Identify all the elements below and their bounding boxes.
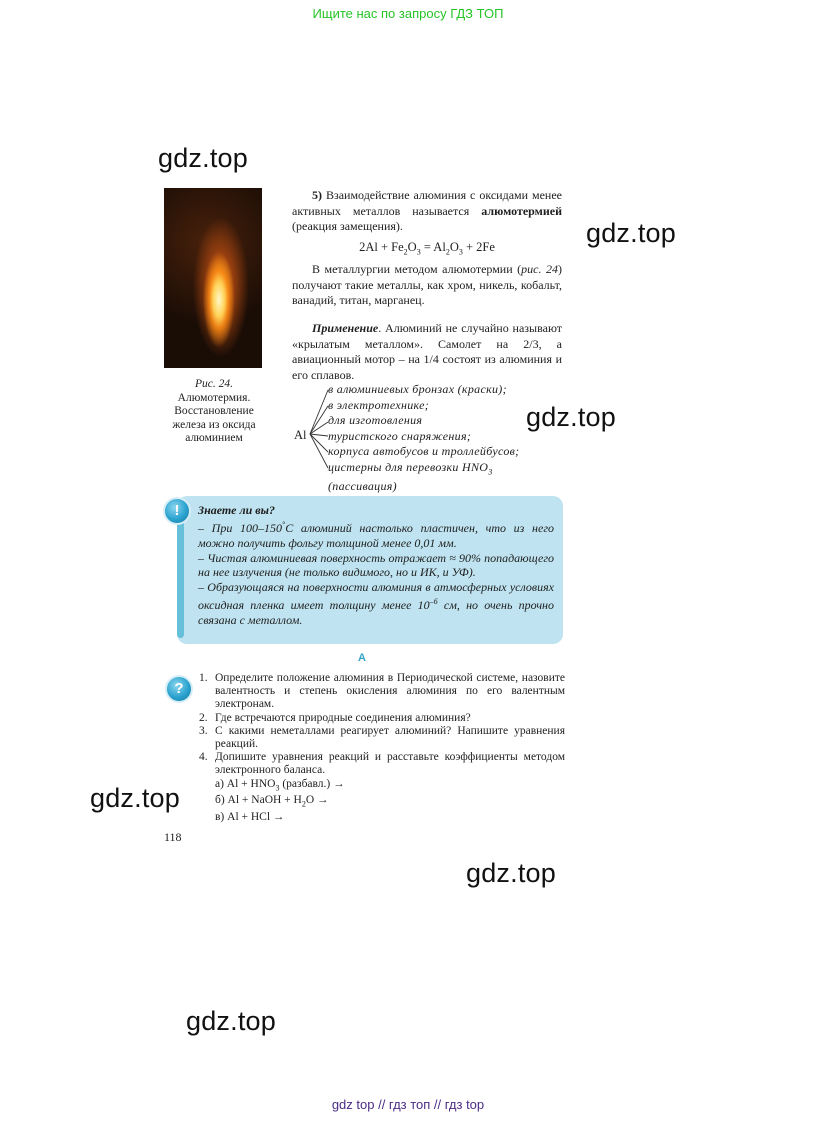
caption-line: Алюмотермия. — [177, 391, 251, 404]
info-title: Знаете ли вы? — [198, 503, 275, 517]
list-item: (пассивация) — [328, 479, 397, 494]
reaction-equation: $2Al + Fe_2O_3 = Al_2O_3 + 2Fe$ — [359, 240, 495, 257]
watermark: gdz.top — [90, 783, 180, 813]
question-item: 1. Определите положение алюминия в Периодической системе, назовите валентность и степень окисления алюминия по его валентным электронам. — [199, 672, 565, 711]
watermark: gdz.top — [526, 402, 616, 432]
section-heading-application: Применение — [312, 321, 379, 335]
paragraph-metallurgy: В металлургии методом алюмотермии (рис. 24) получают такие металлы, как хром, никель, кобальт, ванадий, титан, марганец. — [292, 262, 562, 307]
page-number: 118 — [164, 830, 182, 844]
list-item: туристского снаряжения; — [328, 428, 472, 443]
figure-caption — [164, 378, 264, 446]
question-item: 4. Допишите уравнения реакций и расставьте коэффициенты методом электронного баланса. — [199, 751, 565, 777]
paragraph-aluminothermy — [292, 188, 562, 235]
list-item: корпуса автобусов и троллейбусов; — [328, 444, 520, 458]
difficulty-level: A — [358, 652, 366, 664]
term-aluminothermy: алюмотермией — [481, 203, 562, 218]
reaction-a: а) $Al + HNO_3$ (разбавл.) → — [215, 777, 345, 792]
list-item: в алюминиевых бронзах (краски); — [328, 382, 507, 396]
item-number: 5) — [312, 188, 322, 202]
question-icon: ? — [165, 675, 193, 703]
paragraph-application: Применение. Алюминий не случайно называют «крылатым металлом». Самолет на 2/3, а авиационный мотор – на 1/4 состоят из алюминия и его сплавов. — [292, 321, 562, 382]
info-text: – При 100–150°C алюминий настолько пластичен, что из него можно получить фольгу толщиной менее 0,01 мм. – Чистая алюминиевая поверхность отражает ≈ 90% попадающего на нее излучения (не только видимого, но и ИК, и УФ). – Образующаяся на поверхности алюминия в атмосферных условиях оксидная пленка имеет толщину менее $10^{-6}$ см, но очень прочно связана с металлом. — [198, 520, 554, 627]
watermark: gdz.top — [158, 143, 248, 173]
list-item: в электротехнике; — [328, 397, 430, 412]
caption-line: алюминием — [185, 432, 243, 444]
paragraph-text: (реакция замещения). — [292, 219, 403, 233]
watermark: gdz.top — [586, 218, 676, 248]
watermark: gdz.top — [466, 858, 556, 888]
question-item: 2. Где встречаются природные соединения алюминия? — [199, 711, 471, 724]
question-item: 3. С какими неметаллами реагирует алюминий? Напишите уравнения реакций. — [199, 724, 565, 751]
reaction-c: в) Al + HCl → — [215, 810, 285, 823]
figure-label: Рис. 24. — [194, 378, 233, 390]
top-banner[interactable]: Ищите нас по запросу ГДЗ ТОП — [312, 6, 504, 21]
aluminothermy-photo — [164, 188, 262, 368]
list-item: цистерны для перевозки $HNO_3$ — [328, 459, 493, 476]
caption-line: железа из оксида — [172, 418, 256, 431]
figure-reference: рис. 24 — [521, 262, 558, 276]
caption-line: Восстановление — [174, 405, 254, 417]
paragraph-text: Взаимодействие алюминия с оксидами менее активных металлов называется — [292, 188, 562, 218]
applications-list — [328, 382, 568, 495]
reaction-b: б) Al + NaOH + $H_2O$ → — [215, 794, 329, 809]
al-symbol: Al — [294, 428, 307, 442]
exclamation-icon: ! — [163, 497, 191, 525]
watermark: gdz.top — [186, 1006, 276, 1036]
footer-links[interactable]: gdz top // гдз топ // гдз top — [331, 1097, 485, 1112]
list-item: для изготовления — [328, 413, 423, 427]
questions-list — [199, 672, 565, 824]
